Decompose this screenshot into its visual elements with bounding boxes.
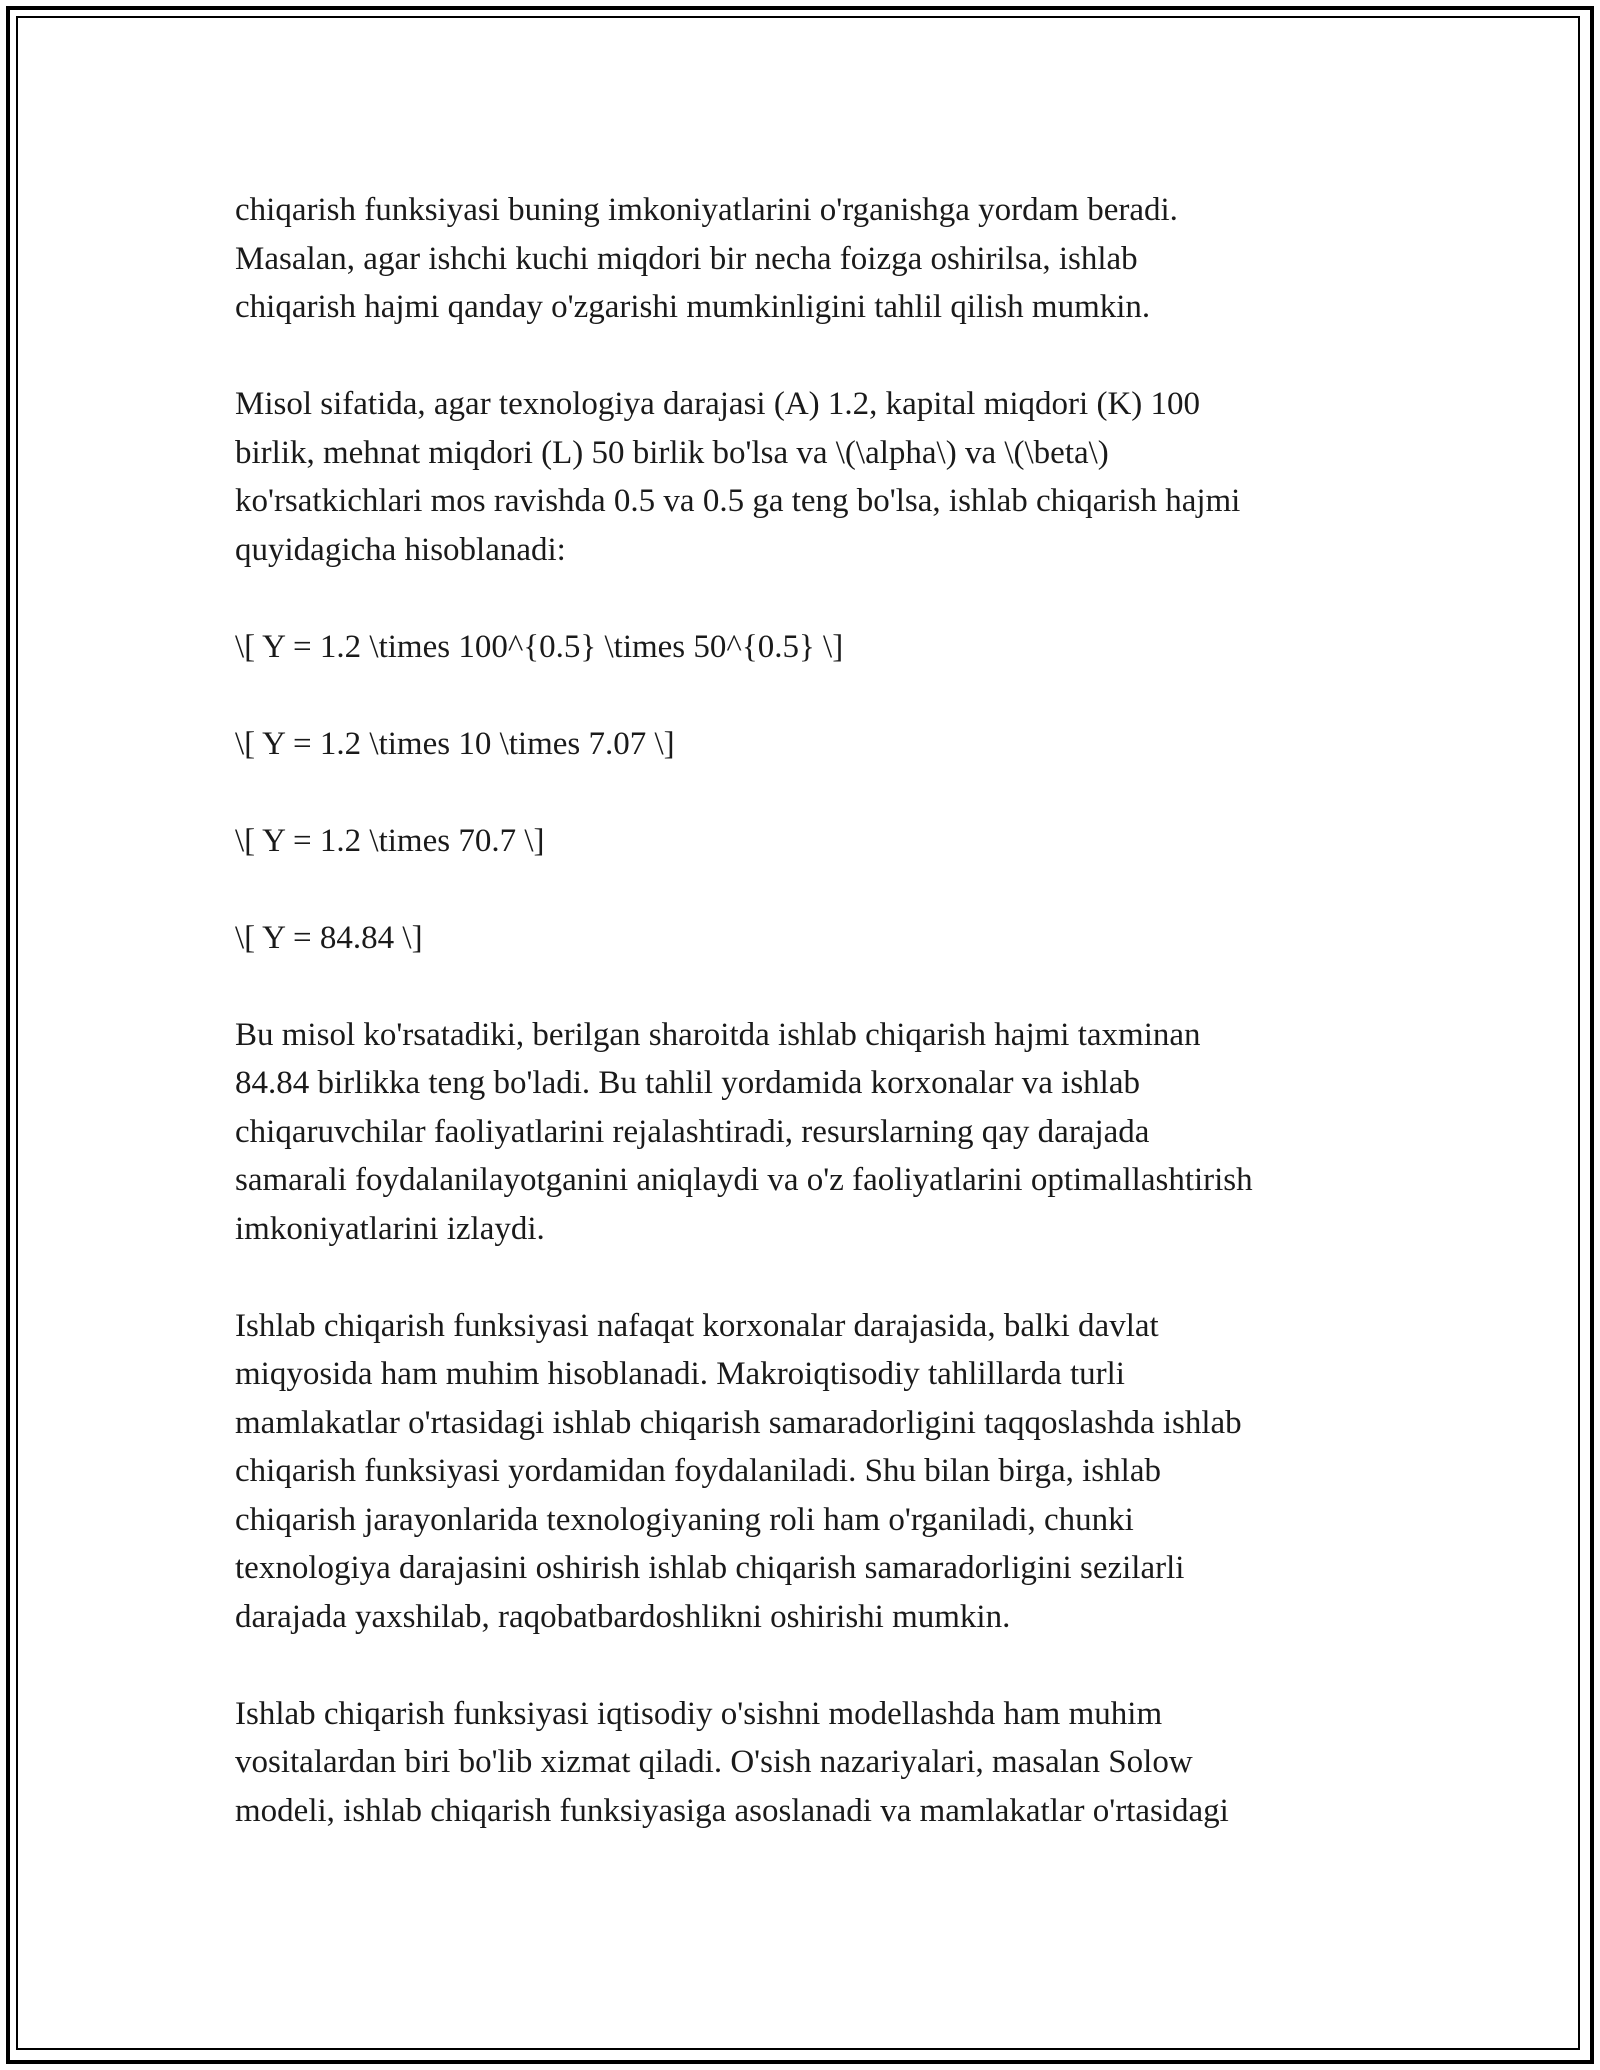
document-body (235, 186, 1375, 1835)
text-line: Misol sifatida, agar texnologiya darajasi (A) 1.2, kapital miqdori (K) 100 (235, 386, 1201, 422)
paragraph-4 (235, 1302, 1375, 1642)
text-line: chiqarish hajmi qanday o'zgarishi mumkinligini tahlil qilish mumkin. (235, 289, 1151, 325)
text-line: samarali foydalanilayotganini aniqlaydi va o'z faoliyatlarini optimallashtirish (235, 1162, 1253, 1198)
paragraph-5 (235, 1690, 1375, 1836)
equation-3 (235, 817, 1375, 866)
paragraph-2 (235, 380, 1375, 574)
text-line: chiqaruvchilar faoliyatlarini rejalashtiradi, resurslarning qay darajada (235, 1113, 1150, 1150)
text-line: Ishlab chiqarish funksiyasi iqtisodiy o'sishni modellashda ham muhim (235, 1695, 1163, 1732)
text-line: miqyosida ham muhim hisoblanadi. Makroiqtisodiy tahlillarda turli (235, 1356, 1125, 1392)
equation-4 (235, 914, 1375, 963)
text-line: birlik, mehnat miqdori (L) 50 birlik bo'lsa va \(\alpha\) va \(\beta\) (235, 434, 1109, 471)
text-line: texnologiya darajasini oshirish ishlab chiqarish samaradorligini sezilarli (235, 1550, 1185, 1586)
equation-line: \[ Y = 1.2 \times 100^{0.5} \times 50^{0.5} \] (235, 628, 844, 665)
equation-line: \[ Y = 84.84 \] (235, 919, 423, 956)
paragraph-1 (235, 186, 1375, 332)
text-line: ko'rsatkichlari mos ravishda 0.5 va 0.5 ga teng bo'lsa, ishlab chiqarish hajmi (235, 483, 1241, 519)
text-line: Bu misol ko'rsatadiki, berilgan sharoitda ishlab chiqarish hajmi taxminan (235, 1016, 1201, 1053)
text-line: modeli, ishlab chiqarish funksiyasiga asoslanadi va mamlakatlar o'rtasidagi (235, 1792, 1229, 1829)
text-line: chiqarish funksiyasi buning imkoniyatlarini o'rganishga yordam beradi. (235, 192, 1178, 228)
equation-line: \[ Y = 1.2 \times 10 \times 7.07 \] (235, 725, 675, 762)
text-line: Masalan, agar ishchi kuchi miqdori bir necha foizga oshirilsa, ishlab (235, 240, 1138, 277)
text-line: imkoniyatlarini izlaydi. (235, 1210, 545, 1247)
text-line: chiqarish funksiyasi yordamidan foydalaniladi. Shu bilan birga, ishlab (235, 1453, 1161, 1489)
text-line: darajada yaxshilab, raqobatbardoshlikni oshirishi mumkin. (235, 1598, 1011, 1635)
equation-1 (235, 623, 1375, 672)
text-line: quyidagicha hisoblanadi: (235, 531, 566, 568)
text-line: chiqarish jarayonlarida texnologiyaning roli ham o'rganiladi, chunki (235, 1501, 1134, 1538)
equation-2 (235, 720, 1375, 769)
paragraph-3 (235, 1011, 1375, 1254)
text-line: 84.84 birlikka teng bo'ladi. Bu tahlil yordamida korxonalar va ishlab (235, 1065, 1141, 1101)
text-line: vositalardan biri bo'lib xizmat qiladi. O'sish nazariyalari, masalan Solow (235, 1744, 1193, 1780)
text-line: Ishlab chiqarish funksiyasi nafaqat korxonalar darajasida, balki davlat (235, 1307, 1159, 1344)
text-line: mamlakatlar o'rtasidagi ishlab chiqarish samaradorligini taqqoslashda ishlab (235, 1404, 1242, 1441)
equation-line: \[ Y = 1.2 \times 70.7 \] (235, 822, 545, 859)
